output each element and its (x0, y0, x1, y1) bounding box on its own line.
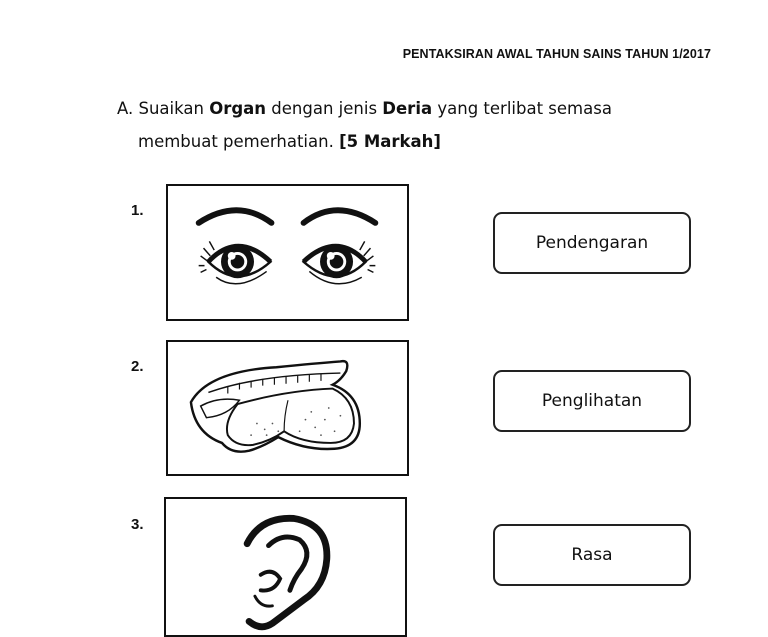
worksheet-header: PENTAKSIRAN AWAL TAHUN SAINS TAHUN 1/2017 (402, 47, 711, 61)
ear-icon (166, 499, 405, 635)
instruction-line-2 (117, 125, 717, 158)
question-number-1: 1. (131, 202, 144, 219)
question-number-3: 3. (131, 516, 144, 533)
question-2-picture[interactable] (166, 340, 409, 476)
eyes-icon (168, 186, 407, 319)
instruction-prefix: A. Suaikan (117, 99, 210, 118)
answer-label-pendengaran: Pendengaran (535, 233, 649, 253)
instruction-suffix: yang terlibat semasa (432, 99, 612, 118)
instruction-text (117, 92, 717, 158)
instruction-marks: [5 Markah] (339, 132, 441, 151)
answer-box-penglihatan[interactable] (493, 370, 691, 432)
answer-label-rasa: Rasa (571, 545, 613, 565)
question-number-2: 2. (131, 358, 144, 375)
instruction-middle: dengan jenis (266, 99, 383, 118)
answer-box-rasa[interactable] (493, 524, 691, 586)
answer-box-pendengaran[interactable] (493, 212, 691, 274)
question-3-picture[interactable] (164, 497, 407, 637)
answer-label-penglihatan: Penglihatan (541, 391, 643, 411)
tongue-icon (168, 342, 407, 474)
question-1-picture[interactable] (166, 184, 409, 321)
instruction-bold-deria: Deria (382, 99, 433, 118)
instruction-line2-text: membuat pemerhatian. (138, 132, 340, 151)
instruction-bold-organ: Organ (209, 99, 267, 118)
